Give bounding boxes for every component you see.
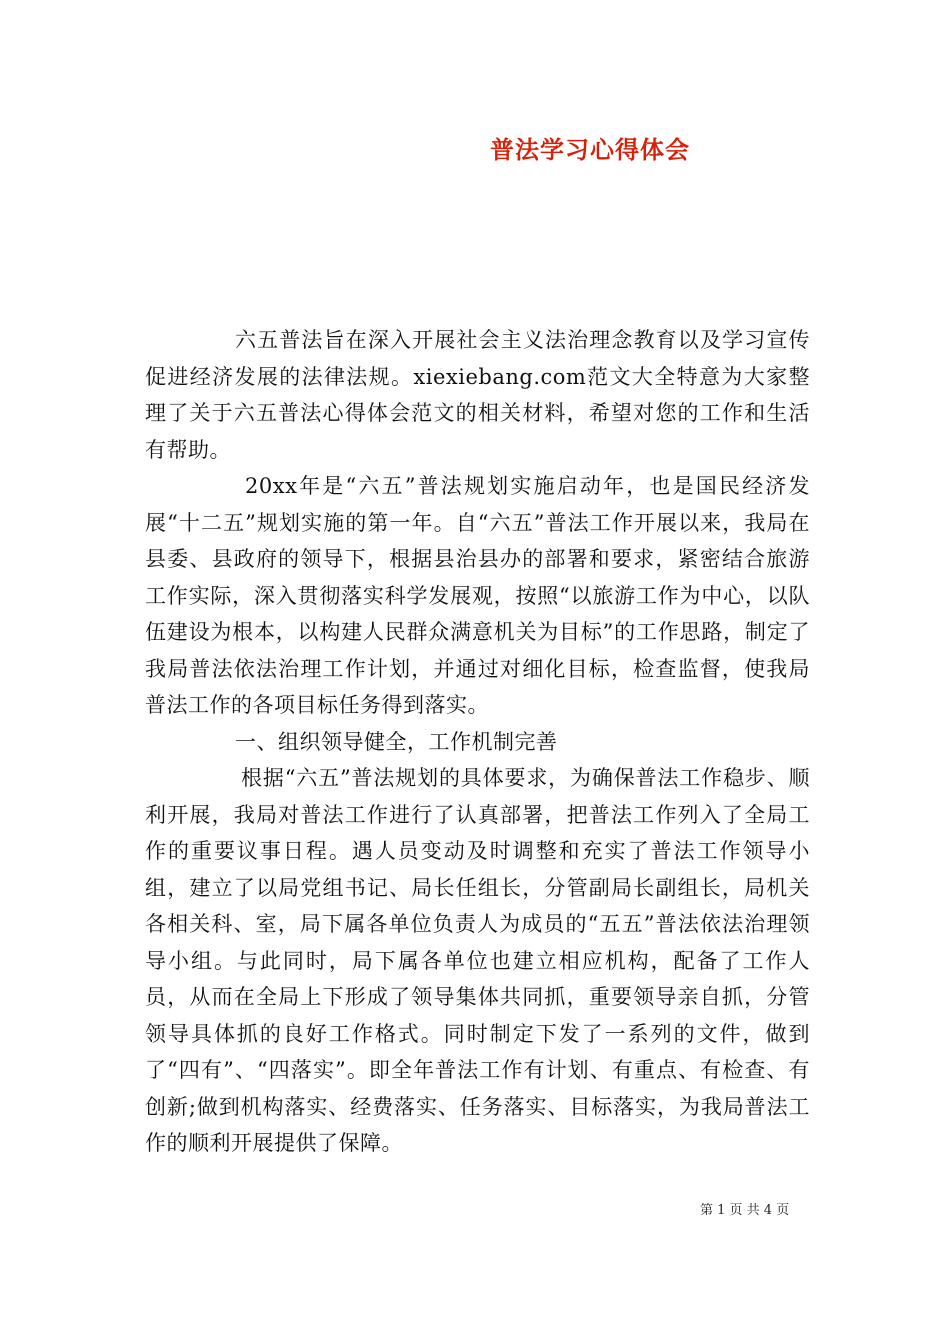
intro-paragraph: 六五普法旨在深入开展社会主义法治理念教育以及学习宣传促进经济发展的法律法规。xiexiebang.com范文大全特意为大家整理了关于六五普法心得体会范文的相关材料，希望对您的工作和生活有帮助。 xyxy=(145,328,810,462)
background-paragraph: 20xx年是“六五”普法规划实施启动年，也是国民经济发展“十二五”规划实施的第一年。自“六五”普法工作开展以来，我局在县委、县政府的领导下，根据县治县办的部署和要求，紧密结合旅游工作实际，深入贯彻落实科学发展观，按照“以旅游工作为中心，以队伍建设为根本，以构建人民群众满意机关为目标”的工作思路，制定了我局普法依法治理工作计划，并通过对细化目标，检查监督，使我局普法工作的各项目标任务得到落实。 xyxy=(145,474,810,717)
document-body xyxy=(145,322,810,1162)
page-number: 第 1 页 共 4 页 xyxy=(700,1203,790,1218)
section-paragraph: 根据“六五”普法规划的具体要求，为确保普法工作稳步、顺利开展，我局对普法工作进行了认真部署，把普法工作列入了全局工作的重要议事日程。遇人员变动及时调整和充实了普法工作领导小组，建立了以局党组书记、局长任组长，分管副局长副组长，局机关各相关科、室，局下属各单位负责人为成员的“五五”普法依法治理领导小组。与此同时，局下属各单位也建立相应机构，配备了工作人员，从而在全局上下形成了领导集体共同抓，重要领导亲自抓，分管领导具体抓的良好工作格式。同时制定下发了一系列的文件，做到了“四有”、“四落实”。即全年普法工作有计划、有重点、有检查、有创新;做到机构落实、经费落实、任务落实、目标落实，为我局普法工作的顺利开展提供了保障。 xyxy=(145,766,810,1155)
section-heading: 一、组织领导健全，工作机制完善 xyxy=(235,729,558,754)
document-title: 普法学习心得体会 xyxy=(490,135,690,164)
